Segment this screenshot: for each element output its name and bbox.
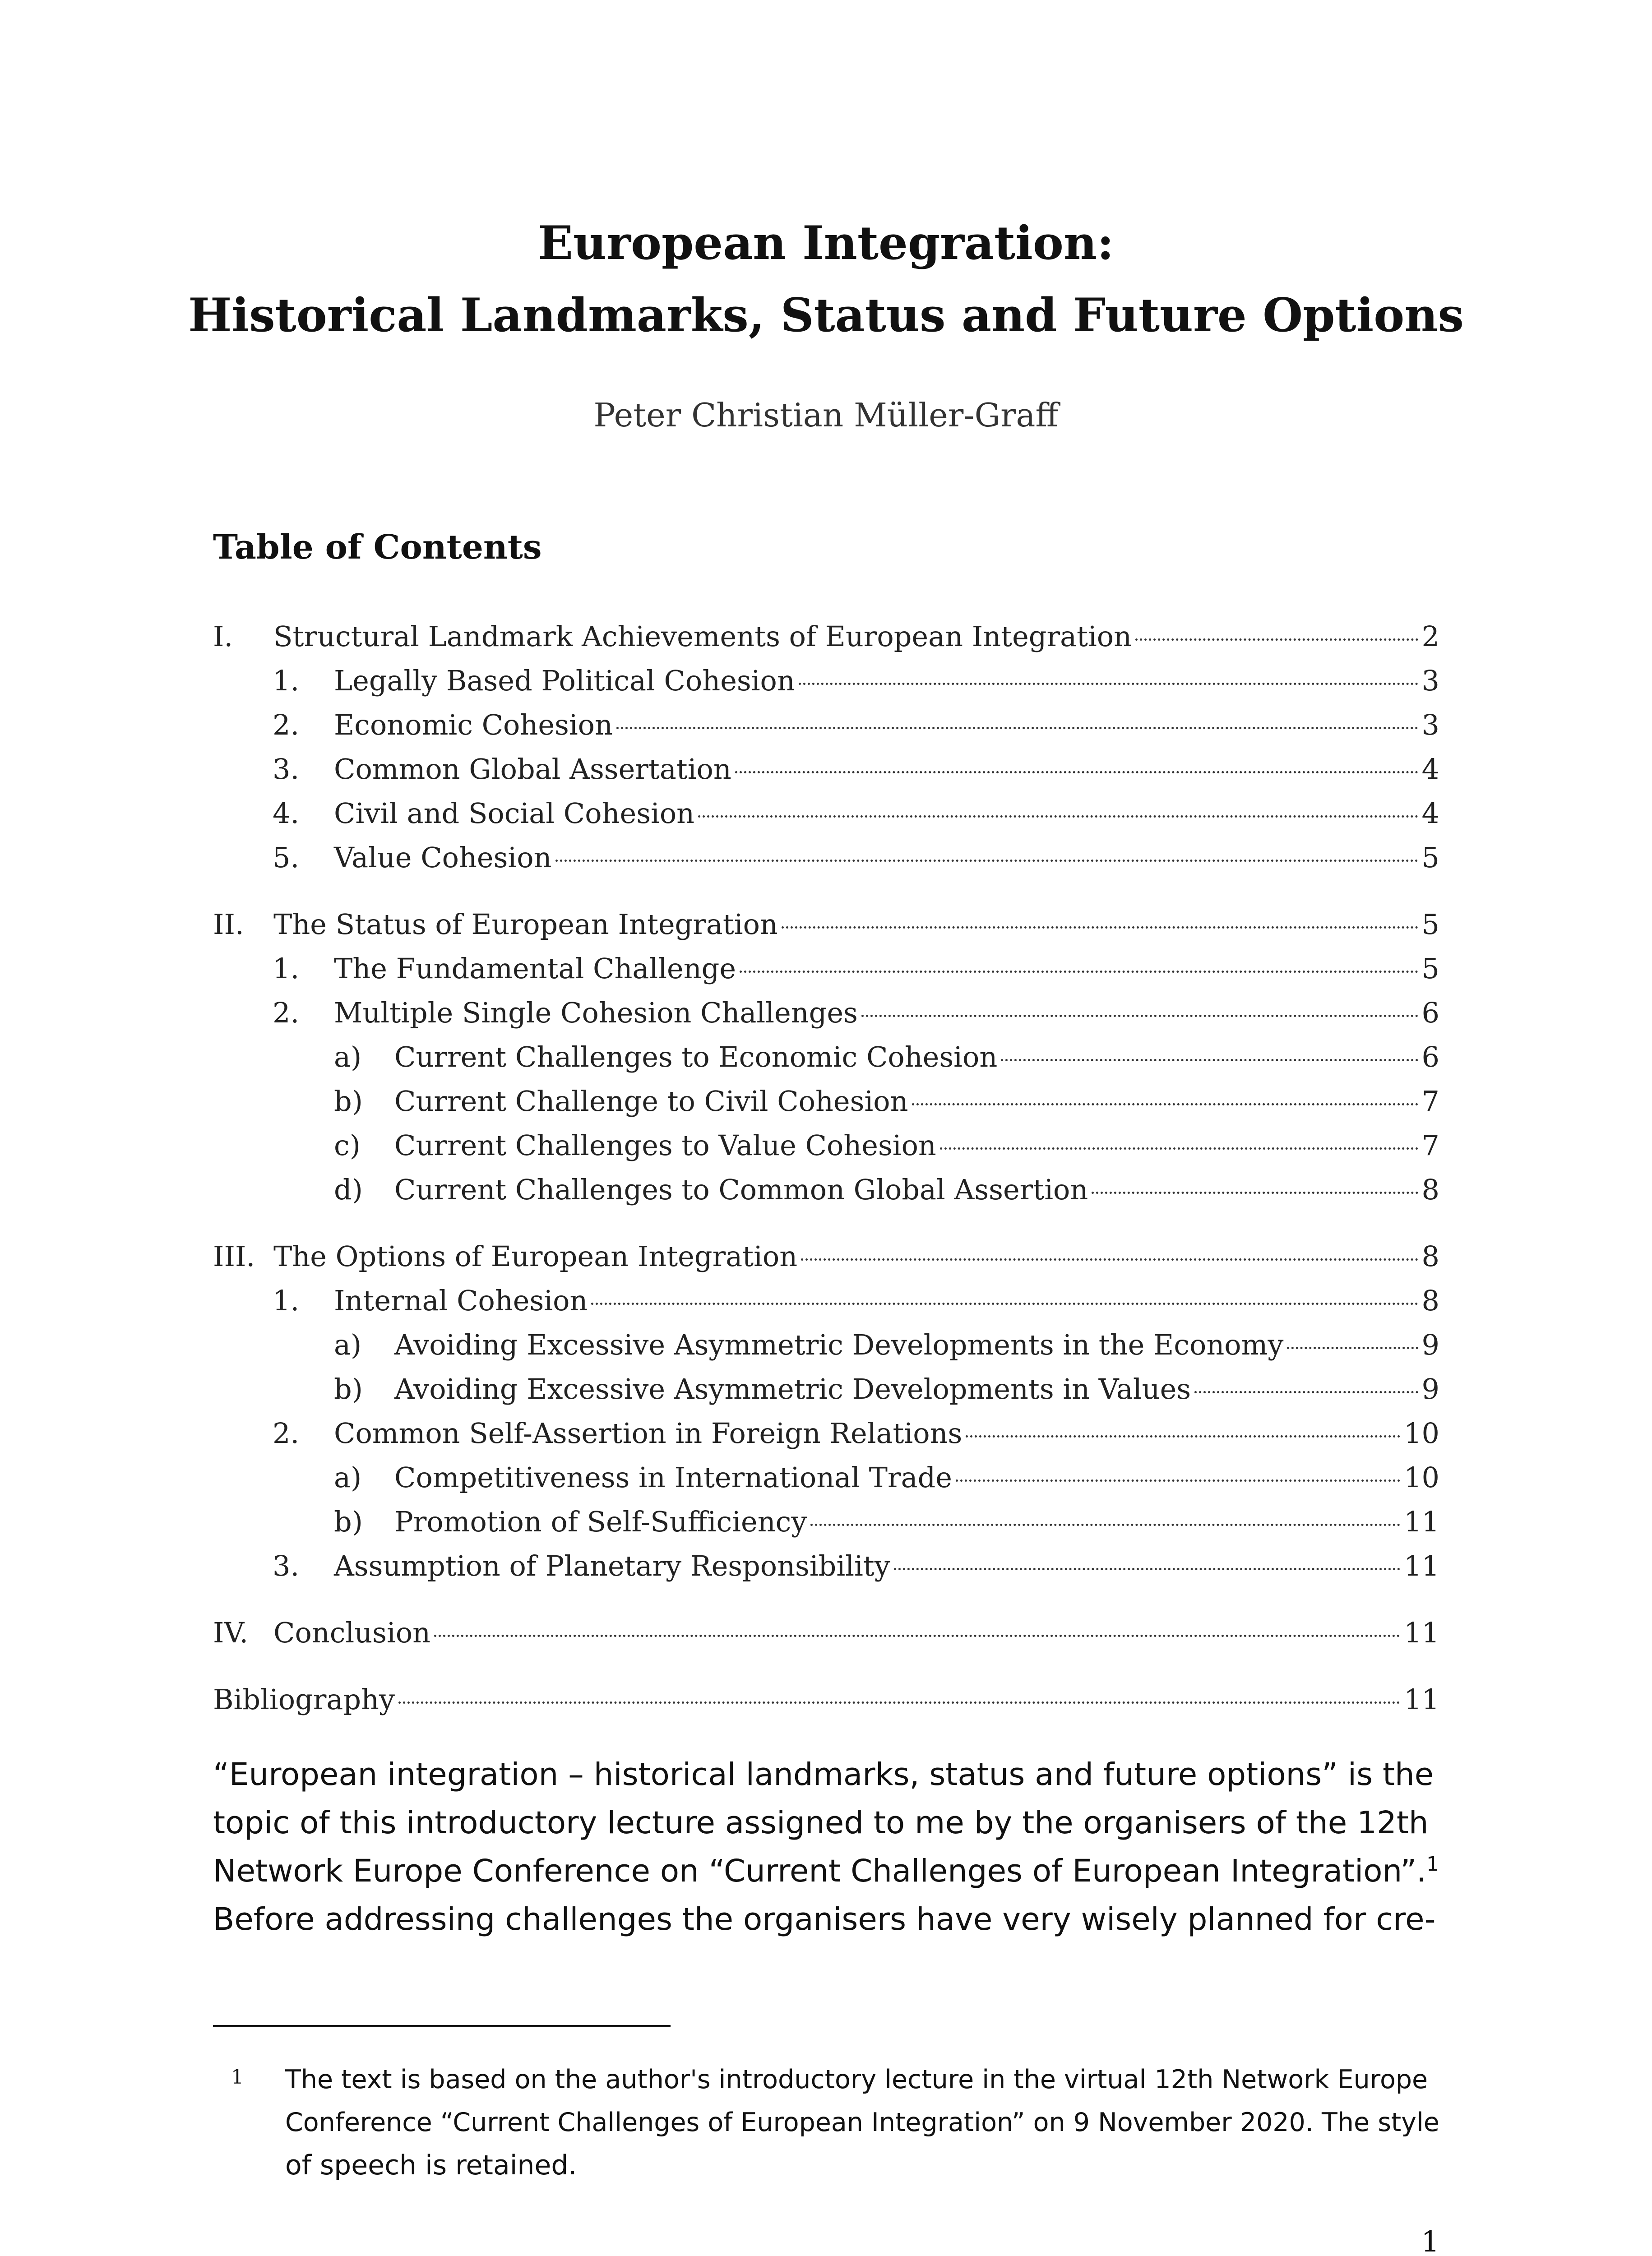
toc-entry[interactable] (213, 616, 1439, 657)
toc-entry-title: Competitiveness in International Trade (394, 1461, 952, 1494)
toc-entry-title: Value Cohesion (334, 841, 552, 874)
toc-entry[interactable] (334, 1325, 1439, 1365)
toc-entry[interactable] (213, 904, 1439, 945)
toc-dot-leader (782, 926, 1418, 929)
toc-entry-page: 4 (1421, 797, 1439, 830)
body-line-text: Network Europe Conference on “Current Challenges of European Integration”. (213, 1853, 1427, 1889)
toc-entry-title: Economic Cohesion (334, 708, 613, 741)
toc-dot-leader (801, 1258, 1418, 1261)
toc-entry-number: b) (334, 1085, 363, 1118)
toc-dot-leader (912, 1103, 1418, 1105)
toc-entry-title: Current Challenges to Economic Cohesion (394, 1040, 998, 1073)
toc-entry-title: Current Challenge to Civil Cohesion (394, 1085, 908, 1118)
toc-heading: Table of Contents (213, 528, 542, 567)
toc-entry-page: 6 (1421, 1040, 1439, 1073)
toc-entry[interactable] (273, 948, 1439, 989)
toc-dot-leader (861, 1015, 1418, 1017)
toc-entry-number: 3. (273, 753, 300, 786)
toc-entry-title: Multiple Single Cohesion Challenges (334, 996, 858, 1029)
toc-dot-leader (1092, 1192, 1418, 1194)
toc-entry-number: a) (334, 1040, 362, 1073)
toc-entry-number: II. (213, 908, 244, 941)
footnote-line: Conference “Current Challenges of European Integration” on 9 November 2020. The style (285, 2108, 1439, 2137)
footnote-line: of speech is retained. (285, 2150, 577, 2181)
footnote-line: The text is based on the author's introductory lecture in the virtual 12th Network Europe (285, 2065, 1428, 2094)
toc-entry[interactable] (273, 705, 1439, 745)
toc-entry-number: 1. (273, 664, 300, 697)
page-number: 1 (1421, 2225, 1439, 2256)
toc-entry[interactable] (273, 837, 1439, 878)
toc-entry-title: Common Self-Assertion in Foreign Relations (334, 1417, 963, 1450)
toc-entry-title: Avoiding Excessive Asymmetric Developments in Values (394, 1373, 1191, 1405)
toc-dot-leader (940, 1147, 1418, 1150)
toc-entry-page: 4 (1421, 753, 1439, 786)
toc-entry[interactable] (213, 1236, 1439, 1277)
toc-entry-number: III. (213, 1240, 255, 1273)
toc-entry-page: 6 (1421, 996, 1439, 1029)
toc-dot-leader (555, 860, 1418, 862)
toc-dot-leader (1135, 638, 1418, 641)
toc-entry-page: 2 (1421, 620, 1439, 653)
toc-entry[interactable] (334, 1125, 1439, 1166)
toc-entry[interactable] (334, 1502, 1439, 1542)
toc-dot-leader (591, 1303, 1418, 1305)
toc-entry-number: 2. (273, 708, 300, 741)
toc-entry-title: Assumption of Planetary Responsibility (334, 1549, 890, 1582)
toc-entry-title: Civil and Social Cohesion (334, 797, 695, 830)
toc-entry-number: 2. (273, 996, 300, 1029)
document-title-line-1: European Integration: (538, 216, 1114, 270)
toc-dot-leader (735, 771, 1418, 773)
toc-entry[interactable] (334, 1369, 1439, 1410)
author-name: Peter Christian Müller-Graff (593, 396, 1059, 434)
toc-entry-number: 3. (273, 1549, 300, 1582)
toc-entry-title: Common Global Assertation (334, 753, 731, 786)
toc-entry-page: 8 (1421, 1240, 1439, 1273)
toc-entry-title: Structural Landmark Achievements of European Integration (273, 620, 1132, 653)
toc-dot-leader (956, 1479, 1400, 1482)
toc-entry-number: a) (334, 1461, 362, 1494)
toc-dot-leader (616, 727, 1418, 729)
toc-entry[interactable] (334, 1170, 1439, 1210)
toc-entry-page: 3 (1421, 708, 1439, 741)
toc-entry[interactable] (213, 1613, 1439, 1653)
toc-dot-leader (434, 1635, 1400, 1637)
toc-dot-leader (1287, 1347, 1418, 1349)
toc-entry-page: 8 (1421, 1284, 1439, 1317)
toc-dot-leader (398, 1701, 1400, 1704)
toc-entry-page: 9 (1421, 1373, 1439, 1405)
toc-entry-title: The Status of European Integration (273, 908, 778, 941)
toc-entry[interactable] (273, 749, 1439, 790)
toc-dot-leader (740, 971, 1418, 973)
toc-entry[interactable] (273, 661, 1439, 701)
toc-entry-title: Conclusion (273, 1616, 431, 1649)
toc-dot-leader (966, 1435, 1400, 1438)
toc-entry-title: Internal Cohesion (334, 1284, 588, 1317)
toc-entry-page: 11 (1404, 1683, 1439, 1716)
toc-entry-number: a) (334, 1328, 362, 1361)
toc-entry[interactable] (273, 993, 1439, 1033)
toc-entry-title: Legally Based Political Cohesion (334, 664, 795, 697)
toc-entry[interactable] (273, 1546, 1439, 1586)
toc-entry-page: 5 (1421, 952, 1439, 985)
toc-entry-number: 1. (273, 952, 300, 985)
toc-dot-leader (810, 1524, 1400, 1526)
toc-entry-page: 11 (1404, 1505, 1439, 1538)
toc-entry-title: Avoiding Excessive Asymmetric Developments in the Economy (394, 1328, 1284, 1361)
toc-entry-number: 4. (273, 797, 300, 830)
toc-entry-page: 10 (1404, 1417, 1439, 1450)
footnote-reference[interactable]: 1 (1426, 1853, 1439, 1876)
footnote-marker: 1 (231, 2066, 244, 2089)
body-line: “European integration – historical landmarks, status and future options” is the (213, 1757, 1434, 1793)
toc-entry-page: 9 (1421, 1328, 1439, 1361)
toc-entry-number: 1. (273, 1284, 300, 1317)
toc-entry-page: 7 (1421, 1129, 1439, 1162)
toc-dot-leader (1194, 1391, 1418, 1393)
toc-entry-page: 5 (1421, 908, 1439, 941)
toc-entry-number: 2. (273, 1417, 300, 1450)
toc-entry[interactable] (334, 1457, 1439, 1498)
toc-dot-leader (698, 815, 1418, 818)
toc-entry[interactable] (213, 1679, 1439, 1720)
body-line (213, 1847, 1440, 1895)
toc-entry[interactable] (273, 1281, 1439, 1321)
toc-entry-title: Current Challenges to Common Global Assertion (394, 1173, 1088, 1206)
toc-entry-title: Current Challenges to Value Cohesion (394, 1129, 936, 1162)
toc-entry-page: 3 (1421, 664, 1439, 697)
toc-entry-page: 10 (1404, 1461, 1439, 1494)
toc-entry-number: c) (334, 1129, 361, 1162)
body-line: topic of this introductory lecture assigned to me by the organisers of the 12th (213, 1805, 1429, 1841)
toc-entry-page: 8 (1421, 1173, 1439, 1206)
document-title-line-2: Historical Landmarks, Status and Future Options (188, 288, 1464, 342)
toc-entry[interactable] (334, 1081, 1439, 1122)
toc-entry-number: I. (213, 620, 233, 653)
toc-entry-page: 11 (1404, 1549, 1439, 1582)
toc-entry[interactable] (273, 1413, 1439, 1454)
toc-dot-leader (799, 683, 1418, 685)
toc-entry-number: 5. (273, 841, 300, 874)
toc-entry[interactable] (334, 1037, 1439, 1077)
toc-entry-title: The Fundamental Challenge (334, 952, 736, 985)
footnote-text (285, 2058, 1440, 2187)
toc-entry-number: d) (334, 1173, 363, 1206)
toc-entry[interactable] (273, 793, 1439, 834)
toc-dot-leader (1001, 1059, 1418, 1061)
toc-entry-page: 5 (1421, 841, 1439, 874)
footnote-separator (213, 2025, 671, 2027)
toc-entry-number: IV. (213, 1616, 249, 1649)
toc-entry-page: 7 (1421, 1085, 1439, 1118)
body-paragraph (213, 1751, 1440, 1944)
toc-entry-number: b) (334, 1505, 363, 1538)
toc-dot-leader (894, 1568, 1400, 1570)
body-line: Before addressing challenges the organisers have very wisely planned for cre- (213, 1901, 1436, 1937)
toc-entry-title: The Options of European Integration (273, 1240, 798, 1273)
toc-entry-page: 11 (1404, 1616, 1439, 1649)
toc-entry-title: Bibliography (213, 1683, 395, 1716)
toc-entry-title: Promotion of Self-Sufficiency (394, 1505, 807, 1538)
toc-entry-number: b) (334, 1373, 363, 1405)
